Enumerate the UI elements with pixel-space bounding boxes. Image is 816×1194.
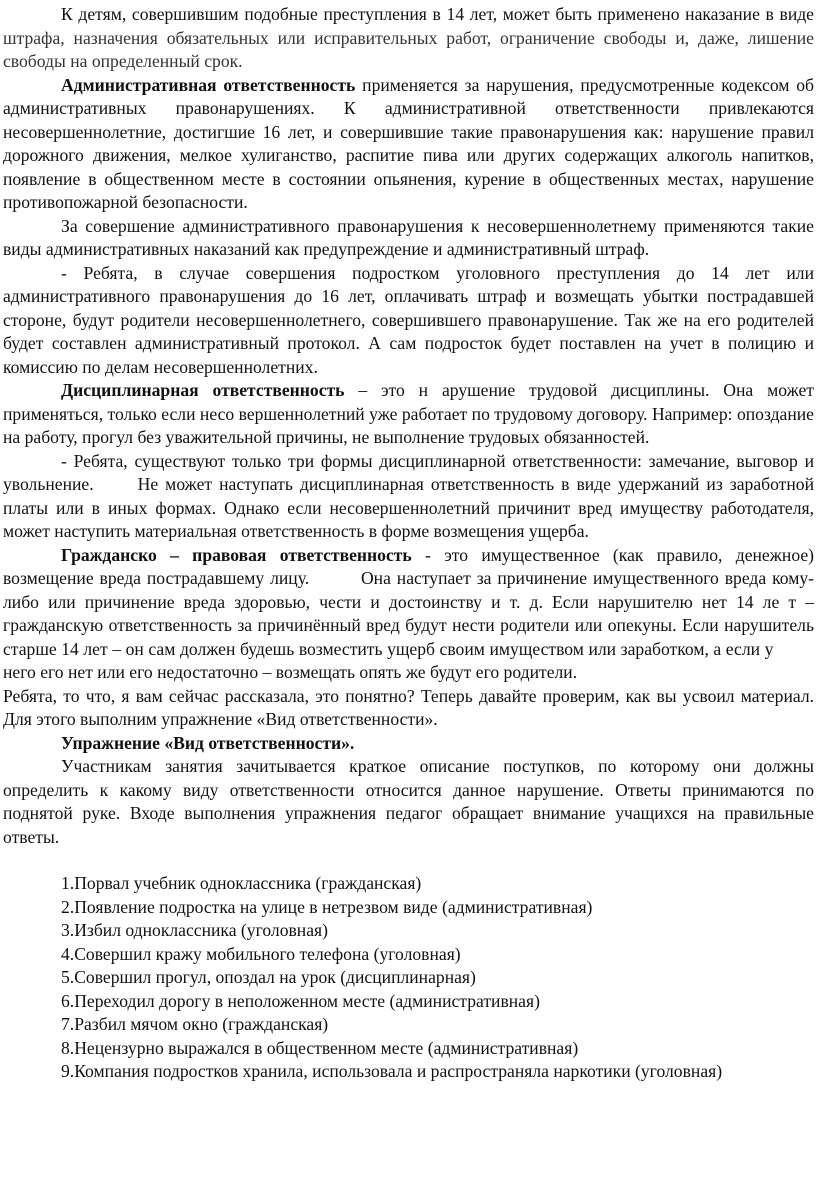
paragraph-exercise-description: Участникам занятия зачитывается краткое описание поступков, по которому они должны определить к какому виду ответственности относится данное нарушение. Ответы принимаются по поднятой руке. Входе выполнения упражнения педагог обращает внимание учащихся на правильные ответы.	[3, 756, 814, 847]
paragraph-disciplinary	[3, 379, 814, 450]
list-item: 4.Совершил кражу мобильного телефона (уголовная)	[61, 943, 461, 964]
paragraph-check-understanding: Ребята, то что, я вам сейчас рассказала, это понятно? Теперь давайте проверим, как вы усвоил материал. Для этого выполним упражнение «Вид ответственности».	[3, 685, 814, 729]
text: него его нет или его недостаточно – возмещать опять же будут его родители.	[3, 662, 578, 682]
text: Не может наступать дисциплинарная ответственность в виде удержаний из заработной платы или в иных формах. Однако если несовершеннолетний причинит вред имуществу работодателя, может наступить материальная ответственность в форме возмещения ущерба.	[3, 474, 814, 541]
answers-list	[3, 872, 814, 1084]
list-item: 7.Разбил мячом окно (гражданская)	[61, 1014, 329, 1034]
paragraph-exercise-title	[3, 732, 814, 756]
list-item: 3.Избил одноклассника (уголовная)	[61, 920, 328, 940]
heading-administrative: Административная ответственность	[61, 74, 356, 95]
paragraph-disciplinary-forms	[3, 450, 814, 544]
list-item: 2.Появление подростка на улице в нетрезвом виде (административная)	[61, 896, 593, 917]
paragraph-punishment-14	[3, 3, 814, 74]
text: - Ребята, существуют только три формы дисциплинарной ответственности: замечание, выговор и увольнение.	[3, 450, 814, 494]
heading-disciplinary: Дисциплинарная ответственность	[61, 380, 345, 400]
paragraph-civil	[3, 544, 814, 685]
list-item: 9.Компания подростков хранила, использовала и распространяла наркотики (уголовная)	[61, 1061, 723, 1081]
heading-exercise: Упражнение «Вид ответственности».	[61, 732, 355, 753]
paragraph-administrative	[3, 74, 814, 215]
text: - это имущественное (как правило, денежное) возмещение вреда пострадавшему лицу.	[3, 544, 814, 588]
paragraph-administrative-penalties: За совершение административного правонарушения к несовершеннолетнему применяются такие виды административных наказаний как предупреждение и административный штраф.	[3, 215, 814, 259]
text: Она наступает за причинение имущественного вреда кому-либо или причинение вреда здоровью, чести и достоинству и т. д. Если нарушителю нет 14 ле т – гражданскую ответственность за причинённый вред будут нести родители или опекуны. Если нарушитель старше 14 лет – он сам должен будешь возместить ущерб своим имуществом или заработком, а если у	[3, 568, 814, 659]
list-item: 1.Порвал учебник одноклассника (гражданская)	[61, 873, 422, 893]
text: К детям, совершившим подобные преступления в 14 лет, может быть применено наказание в виде	[61, 4, 814, 24]
list-item: 5.Совершил прогул, опоздал на урок (дисциплинарная)	[61, 967, 476, 987]
heading-civil: Гражданско – правовая ответственность	[61, 544, 412, 565]
text: применяется за нарушения, предусмотренные кодексом об административных правонарушениях. К административной ответственности привлекаются несовершеннолетние, достигшие 16 лет, и совершившие такие правонарушения как: нарушение правил дорожного движения, мелкое хулиганство, распитие пива или других содержащих алкоголь напитков, появление в общественном месте в состоянии опьянения, курение в общественных местах, нарушение противопожарной безопасности.	[3, 74, 814, 212]
paragraph-parents-liability: - Ребята, в случае совершения подростком уголовного преступления до 14 лет или административного правонарушения до 16 лет, оплачивать штраф и возмещать убытки пострадавшей стороне, будут родители несовершеннолетнего, совершившего правонарушение. Так же на его родителей будет составлен административный протокол. А сам подросток будет поставлен на учет в полицию и комиссию по делам несовершеннолетних.	[3, 262, 814, 377]
text: штрафа, назначения обязательных или исправительных работ, ограничение свободы и, даже, лишение свободы на определенный срок.	[3, 27, 814, 71]
list-item: 8.Нецензурно выражался в общественном месте (административная)	[61, 1037, 579, 1058]
list-item: 6.Переходил дорогу в неположенном месте (административная)	[61, 990, 540, 1011]
text: – это н арушение трудовой дисциплины. Она может применяться, только если несо вершеннолетний уже работает по трудовому договору. Например: опоздание на работу, прогул без уважительной причины, не выполнение трудовых обязанностей.	[3, 380, 814, 447]
